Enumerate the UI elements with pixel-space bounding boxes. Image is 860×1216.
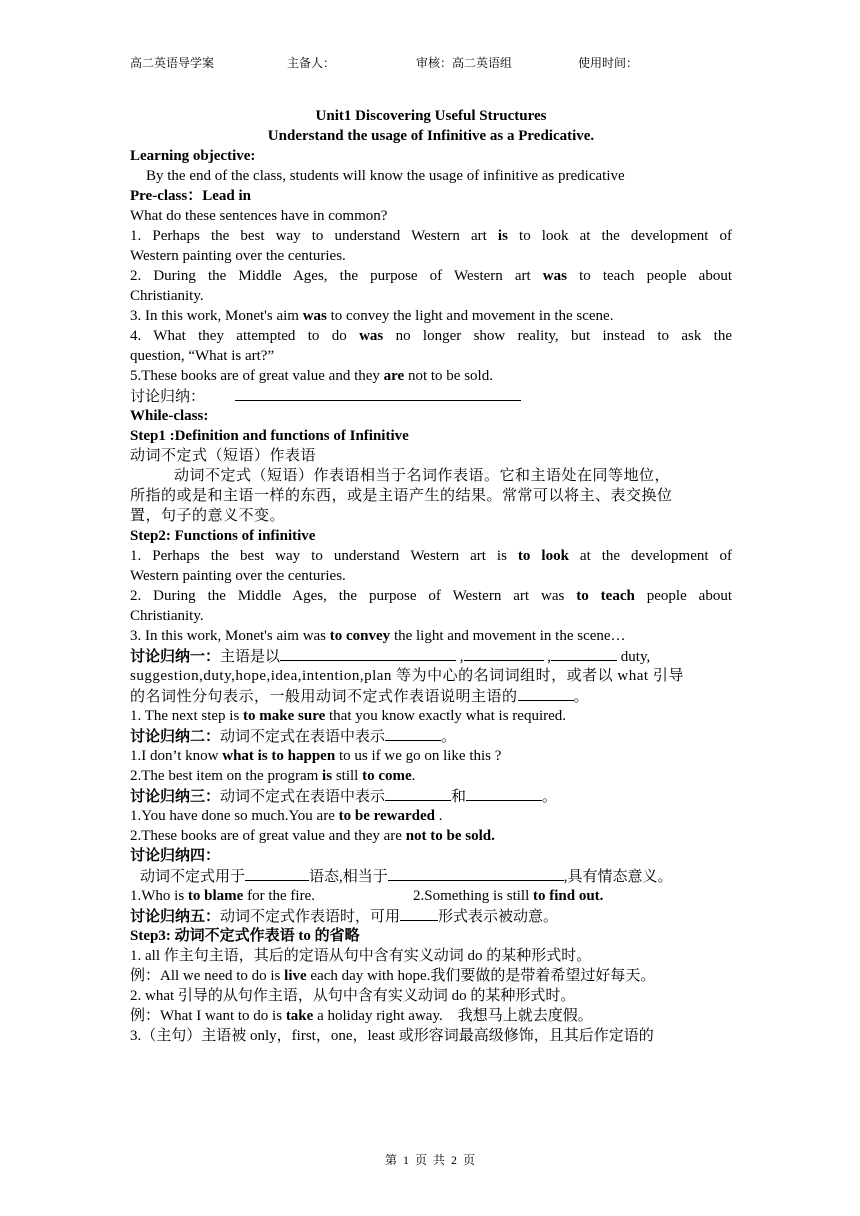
preclass-sentence-3: 3. In this work, Monet's aim was to convey the light and movement in the scene. [130,308,614,324]
rule-1: 1. all 作主句主语，其后的定语从句中含有实义动词 do 的某种形式时。 [130,948,592,964]
example-2: 1.I don’t know what is to happen to us if we go on like this ? [130,748,502,764]
title-line-1: Unit1 Discovering Useful Structures [315,108,547,124]
summary-1: 讨论归纳一：主语是以 , , duty, [130,646,732,666]
answer-blank[interactable] [466,786,542,801]
step1-paragraph-1: 动词不定式（短语）作表语相当于名词作表语。它和主语处在同等地位， [174,468,671,484]
summary-4: 动词不定式用于 语态,相当于 ,具有情态意义。 [130,866,732,886]
answer-blank[interactable] [551,646,617,661]
preclass-heading: Pre-class：Lead in [130,188,251,204]
step2-sentence-2-cont: Christianity. [130,608,204,624]
rule-1-example: 例：All we need to do is live each day with hope.我们要做的是带着希望过好每天。 [130,968,656,984]
step2-sentence-1-cont: Western painting over the centuries. [130,568,346,584]
header-course: 高二英语导学案 [130,56,215,70]
preclass-discussion: 讨论归纳： [130,386,732,406]
step1-subheading: 动词不定式（短语）作表语 [130,448,317,464]
page-footer: 第 1 页 共 2 页 [384,1153,475,1167]
answer-blank[interactable] [235,386,521,401]
answer-blank[interactable] [280,646,456,661]
example-1: 1. The next step is to make sure that you know exactly what is required. [130,708,567,724]
objective-heading: Learning objective: [130,148,256,164]
preclass-sentence-2: 2. During the Middle Ages, the purpose of Western art was to teach people about [130,268,732,284]
step2-heading: Step2: Functions of infinitive [130,528,316,544]
title-line-2: Understand the usage of Infinitive as a Predicative. [267,128,595,144]
answer-blank[interactable] [400,906,438,921]
answer-blank[interactable] [385,786,451,801]
header-reviewer: 审核：高二英语组 [416,56,513,70]
preclass-sentence-2-cont: Christianity. [130,288,204,304]
preclass-sentence-1: 1. Perhaps the best way to understand Western art is to look at the development of [130,228,732,244]
summary-1-line-2: suggestion,duty,hope,idea,intention,plan 等为中心的名词词组时，或者以 what 引导 [130,668,684,684]
preclass-sentence-4: 4. What they attempted to do was no longer show reality, but instead to ask the [130,328,732,344]
objective-text: By the end of the class, students will know the usage of infinitive as predicative [146,168,625,184]
summary-5: 讨论归纳五：动词不定式作表语时，可用 形式表示被动意。 [130,906,732,926]
answer-blank[interactable] [388,866,564,881]
document-body [130,106,732,1046]
summary-4-label: 讨论归纳四： [130,848,221,864]
rule-2-example: 例：What I want to do is take a holiday right away. 我想马上就去度假。 [130,1008,593,1024]
preclass-sentence-1-cont: Western painting over the centuries. [130,248,346,264]
header-preparer: 主备人： [287,56,336,70]
answer-blank[interactable] [518,686,574,701]
example-4: 1.You have done so much.You are to be rewarded . [130,808,443,824]
preclass-sentence-4-cont: question, “What is art?” [130,348,275,364]
summary-1-line-3: 的名词性分句表示，一般用动词不定式作表语说明主语的 。 [130,686,732,706]
step3-heading: Step3: 动词不定式作表语 to 的省略 [130,928,360,944]
step2-sentence-2: 2. During the Middle Ages, the purpose of Western art was to teach people about [130,588,732,604]
rule-2: 2. what 引导的从句作主语，从句中含有实义动词 do 的某种形式时。 [130,988,576,1004]
preclass-sentence-5: 5.These books are of great value and they are not to be sold. [130,368,493,384]
rule-3: 3.（主句）主语被 only，first，one，least 或形容词最高级修饰，且其后作定语的 [130,1028,654,1044]
step1-heading: Step1 :Definition and functions of Infinitive [130,428,409,444]
answer-blank[interactable] [245,866,309,881]
header-usage-time: 使用时间： [578,56,639,70]
step1-paragraph-2: 所指的或是和主语一样的东西，或是主语产生的结果。常常可以将主、表交换位 [130,488,673,504]
example-5: 2.These books are of great value and they are not to be sold. [130,828,495,844]
preclass-question: What do these sentences have in common? [130,208,388,224]
step1-paragraph-3: 置，句子的意义不变。 [130,508,286,524]
answer-blank[interactable] [464,646,544,661]
whileclass-heading: While-class: [130,408,209,424]
step2-sentence-3: 3. In this work, Monet's aim was to convey the light and movement in the scene… [130,628,626,644]
example-3: 2.The best item on the program is still to come. [130,768,416,784]
summary-3: 讨论归纳三：动词不定式在表语中表示 和 。 [130,786,732,806]
answer-blank[interactable] [385,726,441,741]
step2-sentence-1: 1. Perhaps the best way to understand Western art is to look at the development of [130,548,732,564]
summary-2: 讨论归纳二：动词不定式在表语中表示 。 [130,726,732,746]
example-6: 1.Who is to blame for the fire. 2.Something is still to find out. [130,888,604,904]
